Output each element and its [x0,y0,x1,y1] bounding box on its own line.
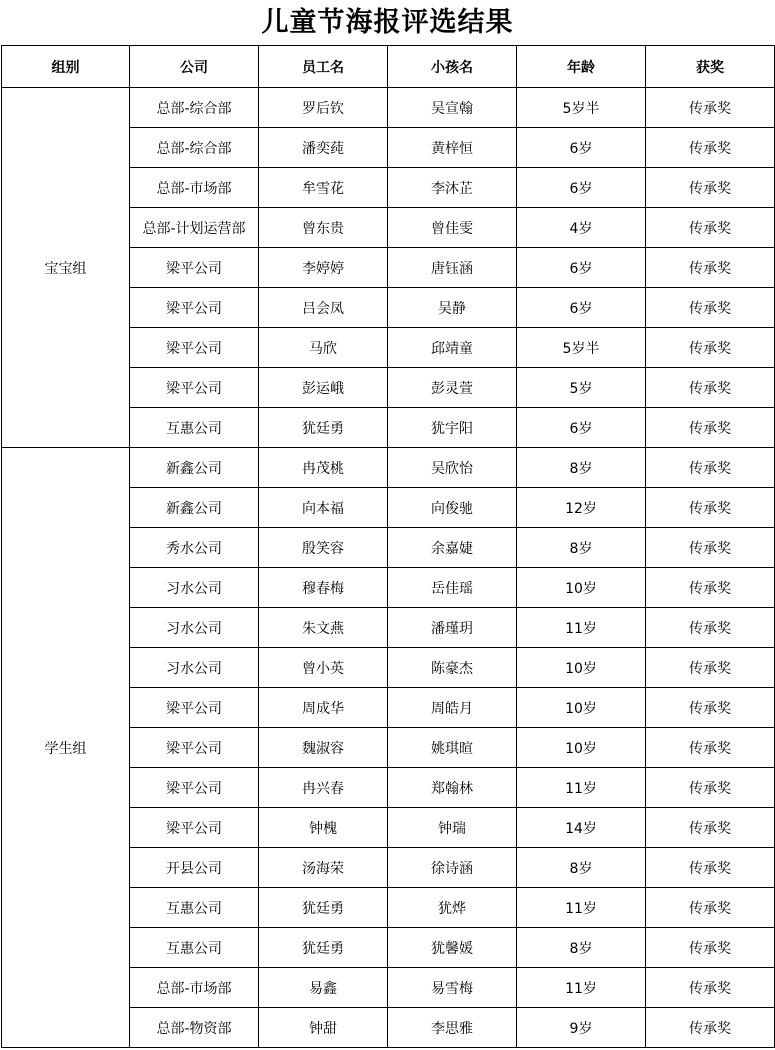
child-cell: 唐钰涵 [388,248,517,288]
company-cell: 总部-物资部 [130,1008,259,1048]
company-cell: 新鑫公司 [130,448,259,488]
company-cell: 梁平公司 [130,328,259,368]
award-cell: 传承奖 [646,248,775,288]
employee-cell: 犹廷勇 [259,928,388,968]
header-cell-award: 获奖 [646,46,775,88]
header-cell-company: 公司 [130,46,259,88]
age-cell: 10岁 [517,568,646,608]
award-cell: 传承奖 [646,848,775,888]
age-cell: 11岁 [517,968,646,1008]
company-cell: 总部-计划运营部 [130,208,259,248]
employee-cell: 吕会凤 [259,288,388,328]
child-cell: 岳佳瑶 [388,568,517,608]
employee-cell: 冉兴春 [259,768,388,808]
header-cell-child: 小孩名 [388,46,517,88]
child-cell: 向俊驰 [388,488,517,528]
company-cell: 梁平公司 [130,808,259,848]
header-cell-age: 年龄 [517,46,646,88]
age-cell: 11岁 [517,608,646,648]
header-cell-employee: 员工名 [259,46,388,88]
award-cell: 传承奖 [646,968,775,1008]
age-cell: 9岁 [517,1008,646,1048]
company-cell: 梁平公司 [130,248,259,288]
award-cell: 传承奖 [646,168,775,208]
company-cell: 梁平公司 [130,288,259,328]
table-body [2,88,775,1048]
age-cell: 5岁半 [517,328,646,368]
header-cell-group: 组别 [2,46,130,88]
company-cell: 新鑫公司 [130,488,259,528]
employee-cell: 曾东贵 [259,208,388,248]
age-cell: 10岁 [517,688,646,728]
award-cell: 传承奖 [646,928,775,968]
child-cell: 犹宇阳 [388,408,517,448]
age-cell: 6岁 [517,128,646,168]
employee-cell: 汤海荣 [259,848,388,888]
company-cell: 梁平公司 [130,688,259,728]
employee-cell: 周成华 [259,688,388,728]
page-title: 儿童节海报评选结果 [261,7,514,38]
award-cell: 传承奖 [646,888,775,928]
employee-cell: 钟甜 [259,1008,388,1048]
award-cell: 传承奖 [646,808,775,848]
company-cell: 秀水公司 [130,528,259,568]
age-cell: 10岁 [517,728,646,768]
employee-cell: 潘奕莼 [259,128,388,168]
header-row [2,46,775,88]
child-cell: 吴欣怡 [388,448,517,488]
child-cell: 犹馨媛 [388,928,517,968]
company-cell: 总部-市场部 [130,968,259,1008]
company-cell: 习水公司 [130,568,259,608]
company-cell: 互惠公司 [130,928,259,968]
age-cell: 6岁 [517,408,646,448]
age-cell: 8岁 [517,928,646,968]
employee-cell: 殷笑容 [259,528,388,568]
child-cell: 犹烨 [388,888,517,928]
age-cell: 12岁 [517,488,646,528]
company-cell: 总部-综合部 [130,88,259,128]
company-cell: 互惠公司 [130,408,259,448]
child-cell: 邱靖童 [388,328,517,368]
group-cell: 学生组 [2,448,130,1048]
age-cell: 6岁 [517,168,646,208]
age-cell: 5岁半 [517,88,646,128]
group-cell: 宝宝组 [2,88,130,448]
results-table [1,45,775,1048]
child-cell: 姚琪暄 [388,728,517,768]
award-cell: 传承奖 [646,1008,775,1048]
award-cell: 传承奖 [646,328,775,368]
company-cell: 习水公司 [130,648,259,688]
company-cell: 总部-市场部 [130,168,259,208]
child-cell: 余嘉婕 [388,528,517,568]
award-cell: 传承奖 [646,368,775,408]
child-cell: 李思雅 [388,1008,517,1048]
age-cell: 8岁 [517,848,646,888]
award-cell: 传承奖 [646,128,775,168]
child-cell: 徐诗涵 [388,848,517,888]
award-cell: 传承奖 [646,288,775,328]
employee-cell: 彭运峨 [259,368,388,408]
company-cell: 互惠公司 [130,888,259,928]
employee-cell: 马欣 [259,328,388,368]
employee-cell: 穆春梅 [259,568,388,608]
award-cell: 传承奖 [646,408,775,448]
child-cell: 潘瑾玥 [388,608,517,648]
company-cell: 习水公司 [130,608,259,648]
employee-cell: 李婷婷 [259,248,388,288]
employee-cell: 牟雪花 [259,168,388,208]
award-cell: 传承奖 [646,88,775,128]
award-cell: 传承奖 [646,488,775,528]
age-cell: 6岁 [517,248,646,288]
child-cell: 曾佳雯 [388,208,517,248]
employee-cell: 易鑫 [259,968,388,1008]
employee-cell: 冉茂桃 [259,448,388,488]
table-row [2,448,775,488]
employee-cell: 朱文燕 [259,608,388,648]
child-cell: 周皓月 [388,688,517,728]
employee-cell: 犹廷勇 [259,408,388,448]
child-cell: 吴静 [388,288,517,328]
age-cell: 10岁 [517,648,646,688]
age-cell: 5岁 [517,368,646,408]
child-cell: 李沐芷 [388,168,517,208]
award-cell: 传承奖 [646,728,775,768]
employee-cell: 向本福 [259,488,388,528]
award-cell: 传承奖 [646,768,775,808]
award-cell: 传承奖 [646,608,775,648]
award-cell: 传承奖 [646,208,775,248]
age-cell: 11岁 [517,768,646,808]
company-cell: 梁平公司 [130,728,259,768]
table-row [2,88,775,128]
child-cell: 吴宣翰 [388,88,517,128]
child-cell: 彭灵萱 [388,368,517,408]
employee-cell: 犹廷勇 [259,888,388,928]
age-cell: 8岁 [517,528,646,568]
child-cell: 郑翰林 [388,768,517,808]
company-cell: 总部-综合部 [130,128,259,168]
company-cell: 梁平公司 [130,768,259,808]
award-cell: 传承奖 [646,648,775,688]
employee-cell: 钟槐 [259,808,388,848]
award-cell: 传承奖 [646,528,775,568]
age-cell: 11岁 [517,888,646,928]
child-cell: 易雪梅 [388,968,517,1008]
age-cell: 8岁 [517,448,646,488]
company-cell: 开县公司 [130,848,259,888]
employee-cell: 曾小英 [259,648,388,688]
child-cell: 黄梓恒 [388,128,517,168]
age-cell: 14岁 [517,808,646,848]
award-cell: 传承奖 [646,568,775,608]
company-cell: 梁平公司 [130,368,259,408]
age-cell: 6岁 [517,288,646,328]
award-cell: 传承奖 [646,688,775,728]
award-cell: 传承奖 [646,448,775,488]
employee-cell: 罗后钦 [259,88,388,128]
child-cell: 钟瑞 [388,808,517,848]
employee-cell: 魏淑容 [259,728,388,768]
child-cell: 陈豪杰 [388,648,517,688]
age-cell: 4岁 [517,208,646,248]
